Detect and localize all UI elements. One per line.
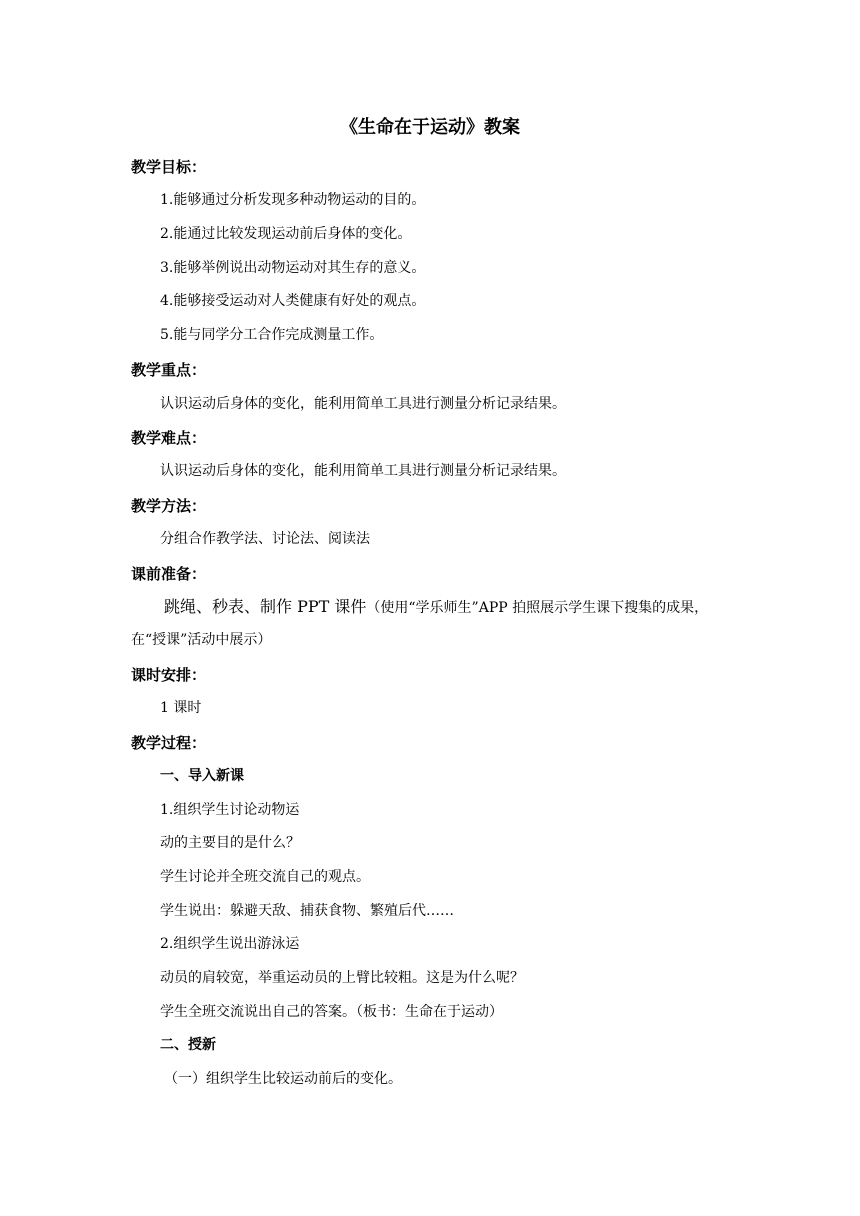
preparation-lead: 跳绳、秒表、制作 PPT 课件: [164, 597, 367, 616]
section-1-title: 一、导入新课: [160, 768, 244, 784]
key-points-text: 认识运动后身体的变化，能利用简单工具进行测量分析记录结果。: [160, 396, 566, 412]
schedule-text: 1 课时: [160, 700, 202, 716]
process-line: 学生讨论并全班交流自己的观点。: [160, 869, 370, 885]
process-line: 动员的肩较宽，举重运动员的上臂比较粗。这是为什么呢？: [160, 970, 524, 986]
preparation-rest: （使用“学乐师生”APP 拍照展示学生课下搜集的成果，: [366, 600, 709, 616]
objective-item: 4.能够接受运动对人类健康有好处的观点。: [160, 293, 426, 309]
difficulties-text: 认识运动后身体的变化，能利用简单工具进行测量分析记录结果。: [160, 463, 566, 479]
key-points-heading: 教学重点：: [131, 361, 207, 379]
process-heading: 教学过程：: [131, 734, 207, 752]
preparation-line-2: 在“授课”活动中展示）: [131, 632, 272, 648]
objective-item: 1.能够通过分析发现多种动物运动的目的。: [160, 192, 426, 208]
document-title: 《生命在于运动》教案: [340, 117, 520, 138]
schedule-heading: 课时安排：: [131, 666, 207, 684]
process-line: 2.组织学生说出游泳运: [160, 936, 300, 952]
objective-item: 5.能与同学分工合作完成测量工作。: [160, 327, 384, 343]
section-2-title: 二、授新: [160, 1037, 216, 1053]
objective-item: 3.能够举例说出动物运动对其生存的意义。: [160, 260, 426, 276]
preparation-line-1: [164, 597, 708, 618]
process-line: 学生全班交流说出自己的答案。（板书：生命在于运动）: [160, 1004, 503, 1020]
difficulties-heading: 教学难点：: [131, 429, 207, 447]
process-line: （一）组织学生比较运动前后的变化。: [164, 1071, 402, 1087]
methods-text: 分组合作教学法、讨论法、阅读法: [160, 531, 370, 547]
objectives-heading: 教学目标：: [131, 158, 207, 176]
preparation-heading: 课前准备：: [131, 565, 207, 583]
objective-item: 2.能通过比较发现运动前后身体的变化。: [160, 226, 412, 242]
methods-heading: 教学方法：: [131, 497, 207, 515]
process-line: 学生说出：躲避天敌、捕获食物、繁殖后代……: [160, 903, 454, 919]
process-line: 动的主要目的是什么？: [160, 835, 300, 851]
process-line: 1.组织学生讨论动物运: [160, 802, 300, 818]
